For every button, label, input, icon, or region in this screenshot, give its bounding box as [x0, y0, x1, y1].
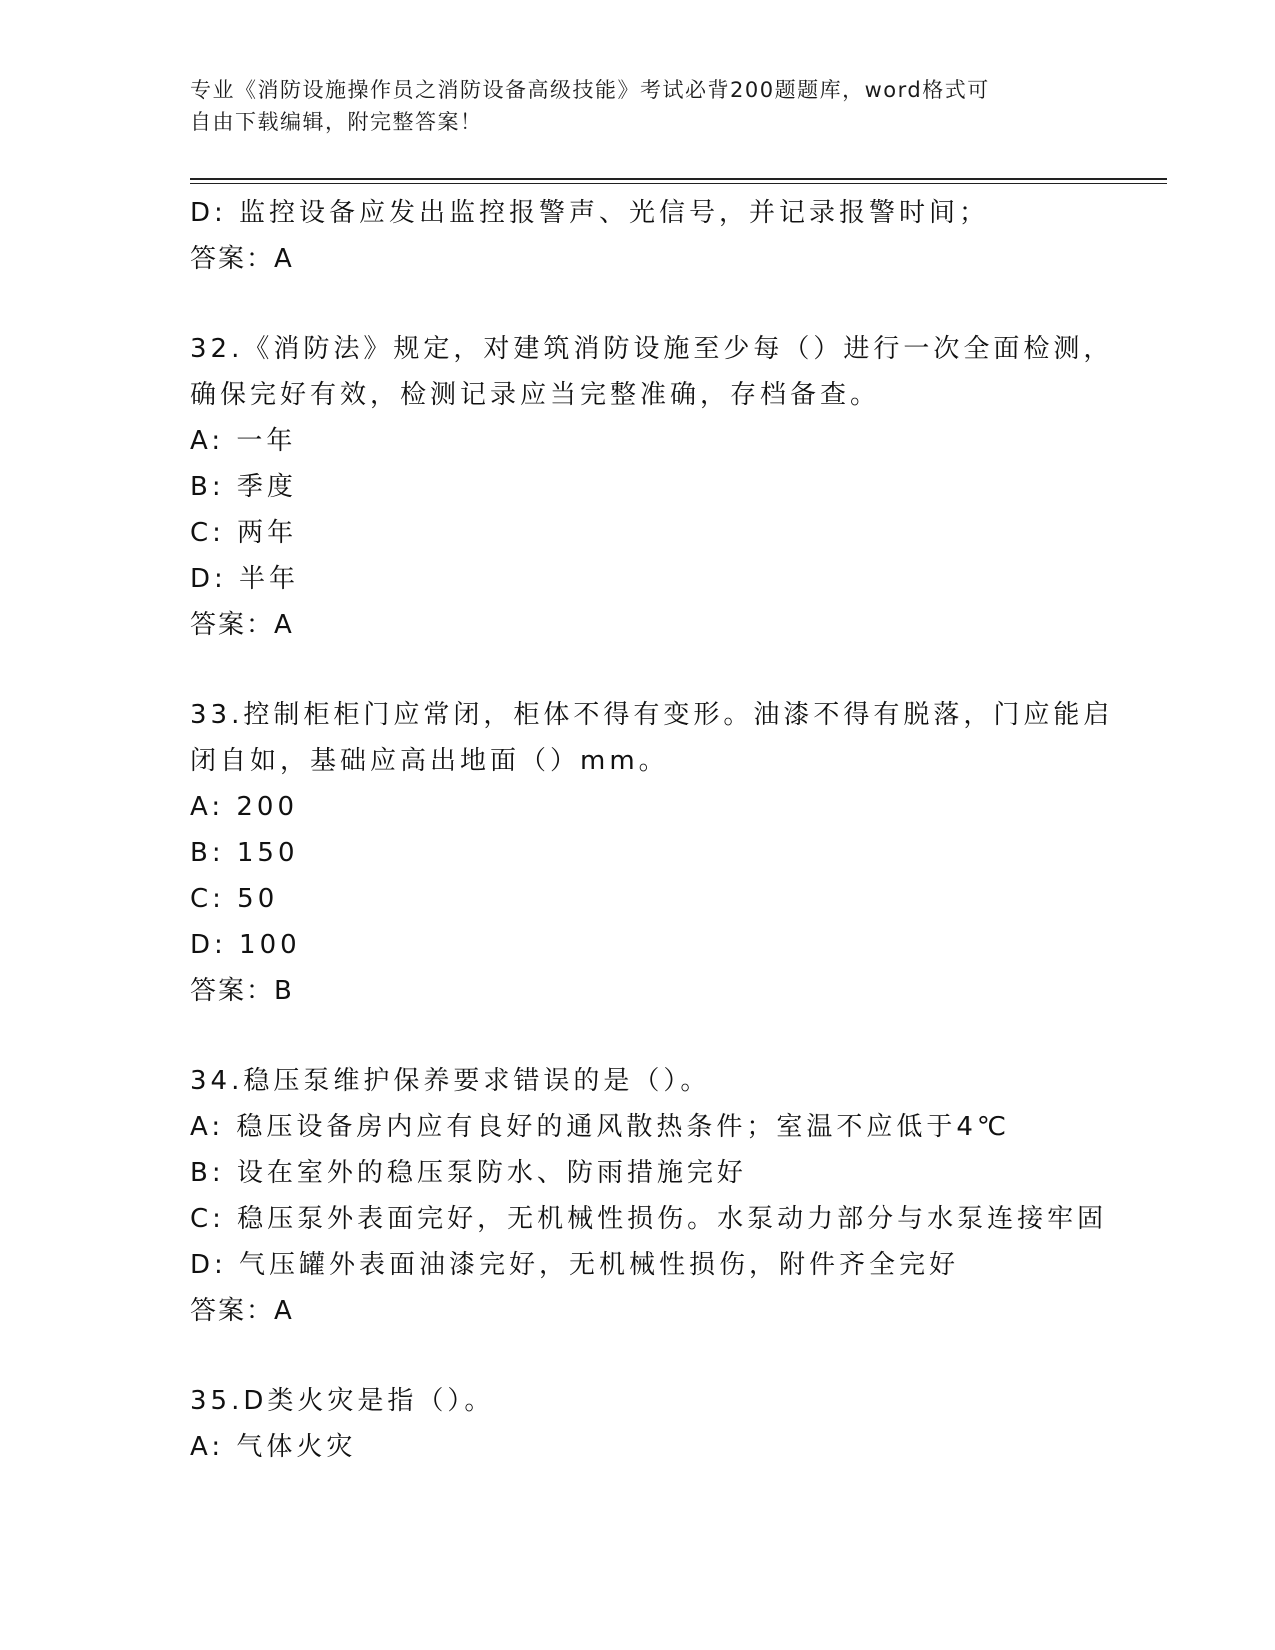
option-d: D: 气压罐外表面油漆完好，无机械性损伤，附件齐全完好 [190, 1250, 960, 1280]
question-33 [190, 692, 1114, 1014]
header-rule-thick [190, 178, 1167, 180]
question-stem: 闭自如，基础应高出地面（）mm。 [190, 746, 669, 776]
header-line-1: 专业《消防设施操作员之消防设备高级技能》考试必背200题题库，word格式可 [190, 78, 990, 102]
spacer [190, 1334, 1090, 1378]
question-stem: 确保完好有效，检测记录应当完整准确，存档备查。 [190, 380, 881, 410]
question-stem: 35.D类火灾是指（）。 [190, 1386, 495, 1416]
option-b: B: 150 [190, 838, 299, 868]
option-a: A: 200 [190, 792, 298, 822]
option-c: C: 50 [190, 884, 279, 914]
page-header [190, 74, 1090, 138]
prev-option-d: D: 监控设备应发出监控报警声、光信号，并记录报警时间； [190, 198, 990, 228]
option-a: A: 一年 [190, 426, 297, 456]
question-stem: 33.控制柜柜门应常闭，柜体不得有变形。油漆不得有脱落，门应能启 [190, 700, 1114, 730]
option-b: B: 设在室外的稳压泵防水、防雨措施完好 [190, 1158, 747, 1188]
answer: 答案：A [190, 610, 294, 640]
option-c: C: 两年 [190, 518, 298, 548]
spacer [190, 282, 1090, 326]
option-d: D: 半年 [190, 564, 300, 594]
option-a: A: 稳压设备房内应有良好的通风散热条件；室温不应低于4℃ [190, 1112, 1011, 1142]
answer: 答案：B [190, 976, 294, 1006]
prev-answer: 答案：A [190, 244, 294, 274]
spacer [190, 1014, 1090, 1058]
option-d: D: 100 [190, 930, 301, 960]
spacer [190, 648, 1090, 692]
question-35 [190, 1378, 1090, 1470]
question-34 [190, 1058, 1108, 1334]
answer: 答案：A [190, 1296, 294, 1326]
question-stem: 34.稳压泵维护保养要求错误的是（）。 [190, 1066, 711, 1096]
question-32 [190, 326, 1114, 648]
question-stem: 32.《消防法》规定，对建筑消防设施至少每（）进行一次全面检测， [190, 334, 1114, 364]
option-a: A: 气体火灾 [190, 1432, 357, 1462]
header-rule-thin [190, 183, 1167, 184]
option-c: C: 稳压泵外表面完好，无机械性损伤。水泵动力部分与水泵连接牢固 [190, 1204, 1108, 1234]
question-content [190, 190, 1114, 1470]
header-line-2: 自由下载编辑，附完整答案！ [190, 110, 483, 134]
option-b: B: 季度 [190, 472, 297, 502]
